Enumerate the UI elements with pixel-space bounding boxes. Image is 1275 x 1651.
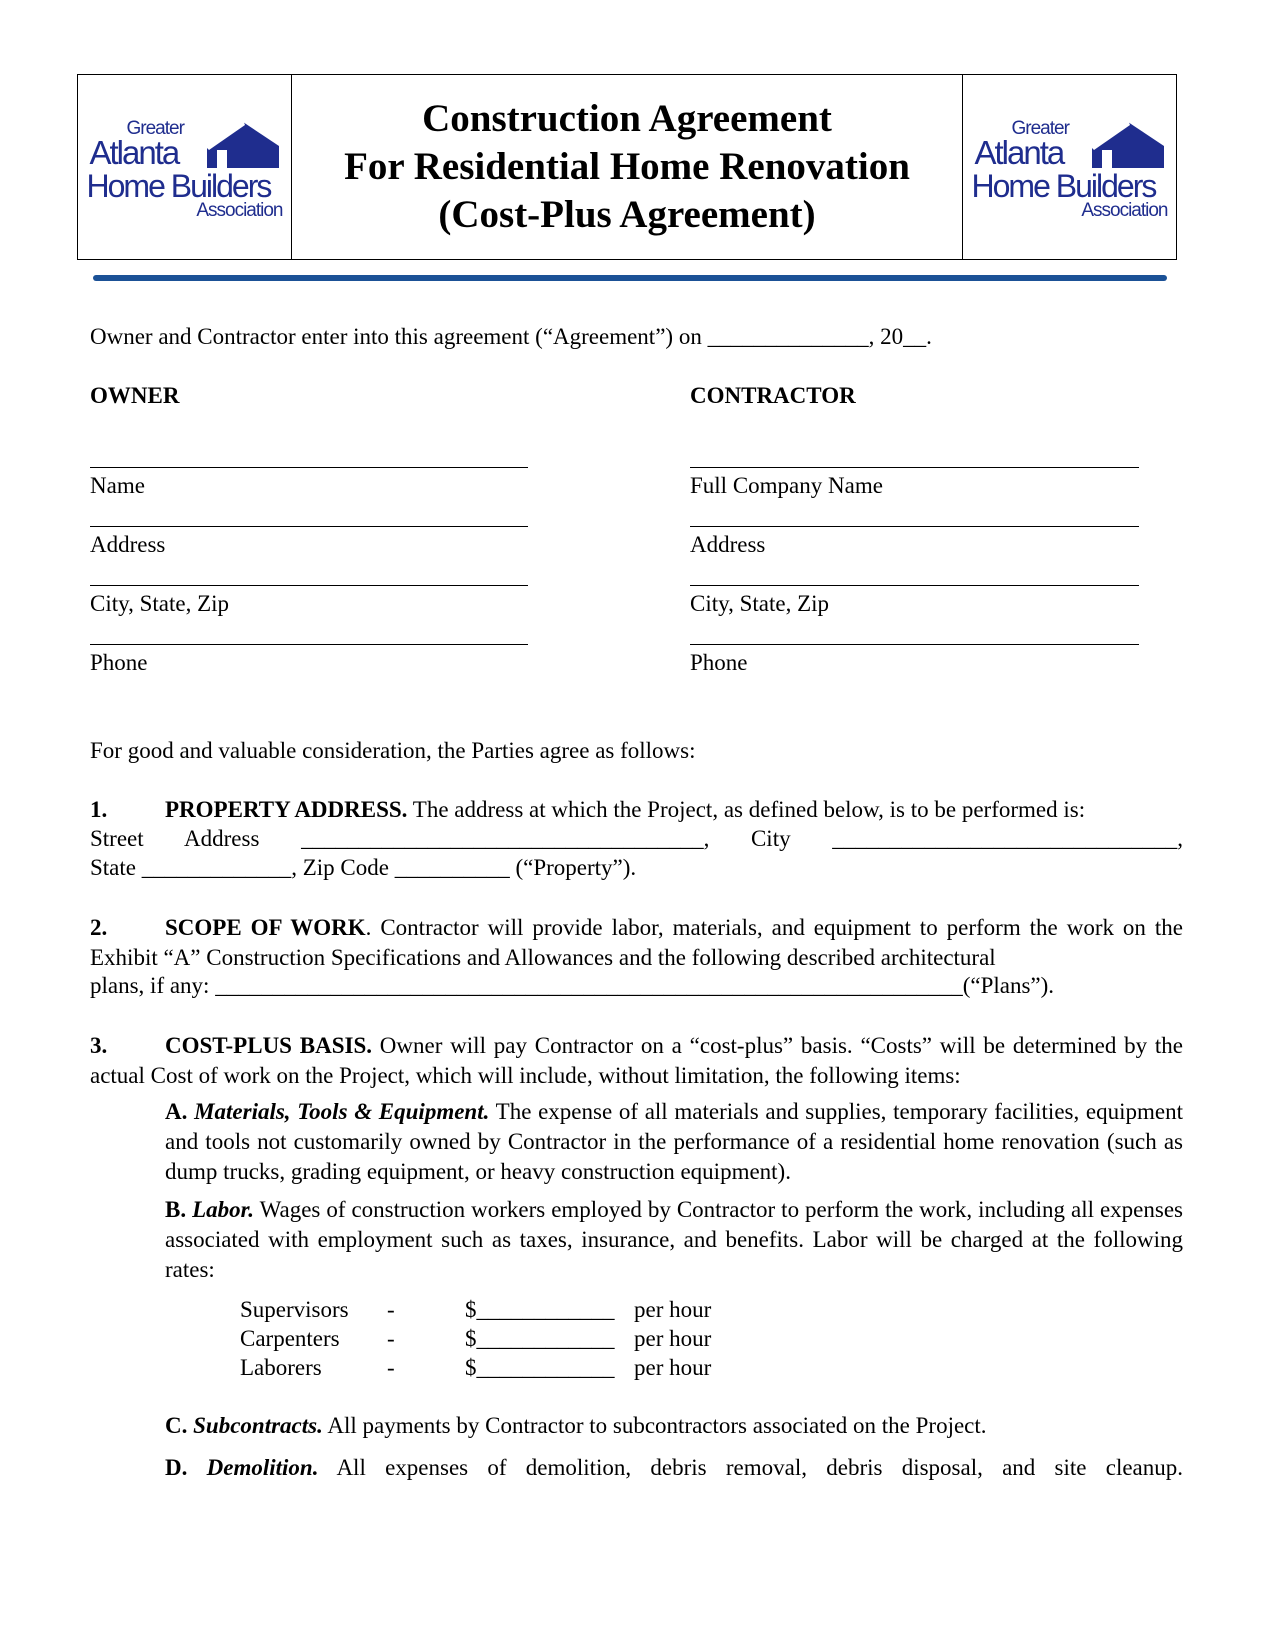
s3a-letter: A. (165, 1099, 188, 1124)
s3c-letter: C. (165, 1413, 188, 1438)
contractor-name-label: Full Company Name (690, 473, 883, 498)
logo-greater: Greater (126, 118, 184, 139)
title-line-2: For Residential Home Renovation (344, 145, 910, 188)
intro-text: Owner and Contractor enter into this agreement (“Agreement”) on ______________, 20__. (90, 324, 932, 349)
s3a-title: Materials, Tools & Equipment. (194, 1099, 490, 1124)
rate-amount-supervisors[interactable]: $____________ (465, 1297, 615, 1322)
contractor-city-line[interactable] (690, 585, 1139, 586)
contractor-city-label: City, State, Zip (690, 591, 830, 616)
rate-amount-carpenters[interactable]: $____________ (465, 1326, 615, 1351)
rate-role-carpenters: Carpenters (240, 1326, 340, 1351)
logo-association: Association (196, 200, 283, 221)
s1-line2: Street Address ___________________________________, City ______________________________, (90, 826, 1183, 851)
s3d-text: All expenses of demolition, debris removal, debris disposal, and site cleanup. (336, 1455, 1184, 1480)
title-line-1: Construction Agreement (422, 97, 832, 140)
contractor-phone-line[interactable] (690, 644, 1139, 645)
gahba-logo-left (85, 112, 285, 222)
owner-phone-line[interactable] (90, 644, 528, 645)
rate-unit: per hour (634, 1297, 712, 1322)
s3-number: 3. (90, 1033, 108, 1058)
contractor-address-label: Address (690, 532, 766, 557)
gahba-logo-right (970, 112, 1170, 222)
logo-home-builders: Home Builders (86, 168, 271, 204)
title-cell (292, 75, 962, 259)
rate-unit: per hour (634, 1326, 712, 1351)
logo-atlanta: Atlanta (89, 134, 179, 171)
contractor-heading: CONTRACTOR (690, 383, 856, 408)
s3b-title: Labor. (192, 1197, 255, 1222)
owner-name-label: Name (90, 473, 145, 498)
owner-phone-label: Phone (90, 650, 148, 675)
house-icon (203, 120, 283, 170)
s2-heading: SCOPE OF WORK (165, 915, 366, 940)
s1-line1 (165, 795, 1085, 825)
contractor-phone-label: Phone (690, 650, 748, 675)
s1-text: The address at which the Project, as defined below, is to be performed is: (412, 797, 1086, 822)
s3c-text: All payments by Contractor to subcontractors associated on the Project. (327, 1413, 987, 1438)
s3-heading: COST-PLUS BASIS. (165, 1033, 372, 1058)
logo-atlanta: Atlanta (974, 134, 1064, 171)
contractor-address-line[interactable] (690, 526, 1139, 527)
s3b-text: Wages of construction workers employed by Contractor to perform the work, including all expenses associated with employment such as taxes, insurance, and benefits. Labor will be charged at the following rates: (165, 1197, 1183, 1282)
owner-name-line[interactable] (90, 467, 528, 468)
rate-dash: - (387, 1297, 395, 1322)
owner-city-line[interactable] (90, 585, 528, 586)
consideration-text: For good and valuable consideration, the Parties agree as follows: (90, 738, 696, 763)
s2-number: 2. (90, 915, 108, 940)
s3c-title: Subcontracts. (193, 1413, 323, 1438)
s3d-letter: D. (165, 1455, 188, 1480)
header-rule (93, 275, 1167, 281)
rate-role-laborers: Laborers (240, 1355, 322, 1380)
s3d-line (165, 1453, 1183, 1483)
s3d-title: Demolition. (206, 1455, 319, 1480)
s3-text: Owner will pay Contractor on a “cost-plus” basis. “Costs” will be determined by the actual Cost of work on the Project, which will include, without limitation, the following items: (90, 1033, 1183, 1088)
s2-line3: plans, if any: _________________________________________________________________(“Plans”). (90, 973, 1055, 998)
owner-address-label: Address (90, 532, 166, 557)
logo-home-builders: Home Builders (971, 168, 1156, 204)
owner-heading: OWNER (90, 383, 180, 408)
owner-address-line[interactable] (90, 526, 528, 527)
contractor-name-line[interactable] (690, 467, 1139, 468)
s2-text: . Contractor will provide labor, materials, and equipment to perform the work on the Exhibit “A” Construction Specifications and Allowances and the following described architectural (90, 915, 1183, 970)
logo-cell-left (78, 75, 292, 259)
s2-paragraph (90, 913, 1183, 973)
s1-heading: PROPERTY ADDRESS. (165, 797, 408, 822)
header-box (77, 74, 1177, 260)
house-icon (1088, 120, 1168, 170)
s3a-text: The expense of all materials and supplies, temporary facilities, equipment and tools not customarily owned by Contractor in the performance of a residential home renovation (such as dump trucks, grading equipment, or heavy construction equipment). (165, 1099, 1184, 1184)
logo-cell-right (962, 75, 1176, 259)
s3b-letter: B. (165, 1197, 187, 1222)
s3-paragraph (90, 1031, 1183, 1091)
s1-number: 1. (90, 797, 108, 822)
owner-city-label: City, State, Zip (90, 591, 230, 616)
rate-dash: - (387, 1326, 395, 1351)
rate-amount-laborers[interactable]: $____________ (465, 1355, 615, 1380)
rate-role-supervisors: Supervisors (240, 1297, 349, 1322)
logo-association: Association (1081, 200, 1168, 221)
s3b-paragraph (165, 1195, 1183, 1285)
logo-greater: Greater (1011, 118, 1069, 139)
rate-unit: per hour (634, 1355, 712, 1380)
rate-dash: - (387, 1355, 395, 1380)
s1-line3: State _____________, Zip Code __________ (“Property”). (90, 855, 637, 880)
s3a-paragraph (165, 1097, 1183, 1187)
title-line-3: (Cost-Plus Agreement) (438, 193, 816, 236)
s3c-line (165, 1411, 987, 1441)
